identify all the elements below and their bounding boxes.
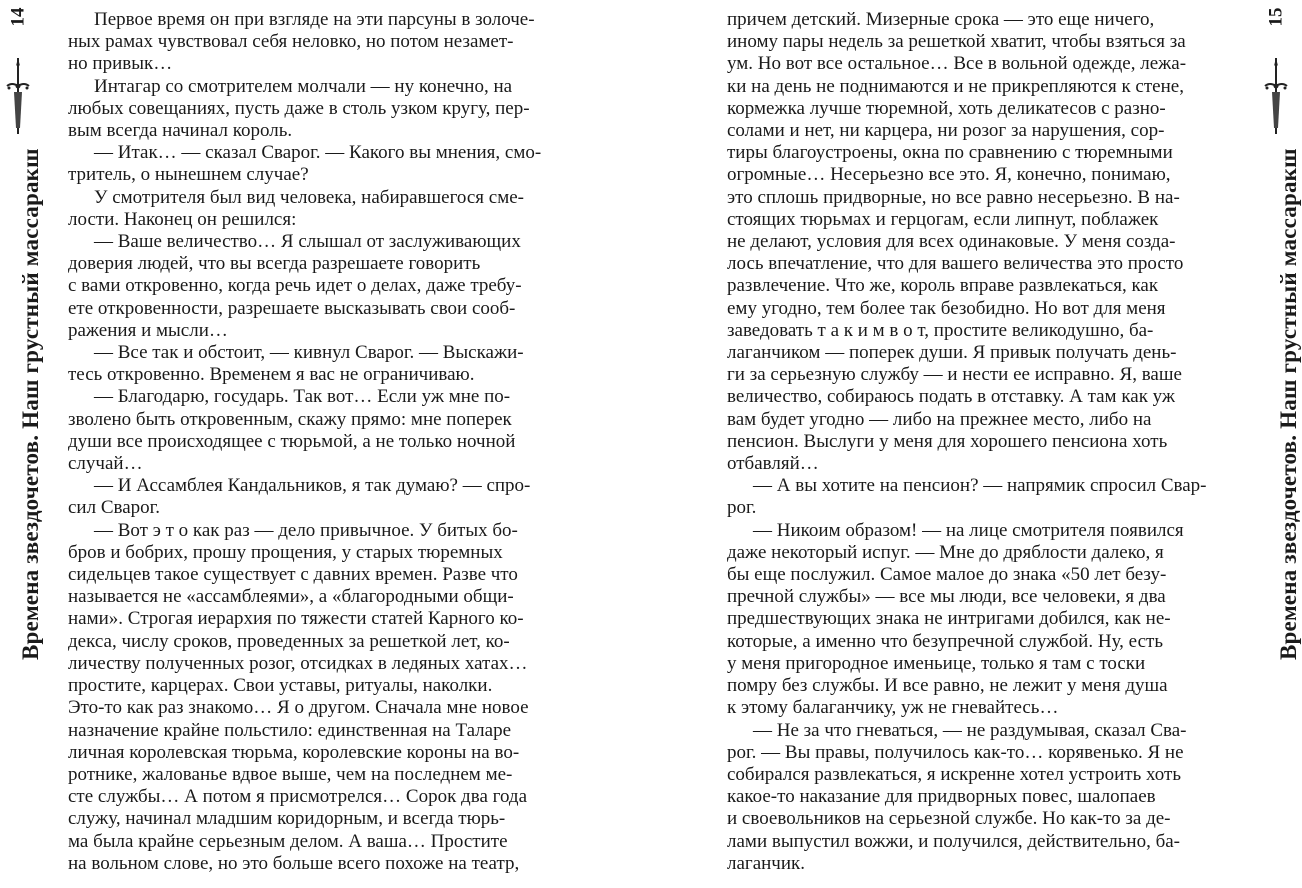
text-line: — Вот э т о как раз — дело привычное. У битых бо-: [94, 519, 518, 541]
text-line: ги за серьезную службу — и нести ее исправно. Я, ваше: [727, 364, 1182, 386]
text-line: вам будет угодно — либо на прежнее место, либо на: [727, 408, 1152, 430]
text-line: — Итак… — сказал Сварог. — Какого вы мнения, смо-: [94, 142, 542, 164]
text-line: ки на день не поднимаются и не прикрепляются к стене,: [727, 75, 1184, 97]
text-line: Это-то как раз знакомо… Я о другом. Сначала мне новое: [68, 697, 529, 719]
text-line: у меня пригородное именьице, только я там с тоски: [727, 652, 1146, 674]
text-line: иному пары недель за решеткой хватит, чтобы взяться за: [727, 31, 1186, 53]
text-line: солами и нет, ни карцера, ни розог за нарушения, сор-: [727, 120, 1165, 142]
text-line: личная королевская тюрьма, королевские короны на во-: [68, 741, 520, 763]
text-line: лами выпустил вожжи, и получился, действительно, ба-: [727, 830, 1181, 852]
text-line: пречной службы» — все мы люди, все человеки, я два: [727, 586, 1166, 608]
text-line: даже некоторый испуг. — Мне до дряблости далеко, я: [727, 541, 1164, 563]
text-line: ротнике, жалованье вдвое выше, чем на последнем ме-: [68, 763, 513, 785]
text-line: величество, собираюсь подать в отставку. А там как уж: [727, 386, 1176, 408]
text-line: огромные… Несерьезно все это. Я, конечно, понимаю,: [727, 164, 1171, 186]
text-line: кормежка лучше тюремной, хоть деликатесов с разно-: [727, 97, 1166, 119]
right-running-title: Времена звездочетов. Наш грустный массаракш: [1276, 148, 1301, 660]
text-line: какое-то наказание для придворных повес, шалопаев: [727, 786, 1156, 808]
text-line: заведовать т а к и м в о т, простите великодушно, ба-: [727, 319, 1154, 341]
right-page-number: 15: [1265, 7, 1286, 27]
text-line: — Никоим образом! — на лице смотрителя появился: [753, 519, 1184, 541]
text-line: личеству полученных розог, отсидках в ледяных хатах…: [68, 652, 528, 674]
text-line: случай…: [68, 453, 143, 475]
text-line: собирался развлекаться, я искренне хотел устроить хоть: [727, 763, 1181, 785]
text-line: рог.: [727, 497, 757, 519]
text-line: доверия людей, что вы всегда разрешаете говорить: [68, 253, 481, 275]
left-page-number: 14: [7, 7, 28, 27]
text-line: предшествующих знака не интригами добился, как не-: [727, 608, 1171, 630]
text-line: лости. Наконец он решился:: [68, 208, 297, 230]
text-line: не делают, условия для всех одинаковые. У меня созда-: [727, 231, 1176, 253]
text-line: любых совещаниях, пусть даже в столь узком кругу, пер-: [68, 97, 530, 119]
text-line: — Благодарю, государь. Так вот… Если уж мне по-: [94, 386, 511, 408]
sword-ornament-icon: [3, 56, 33, 136]
left-running-title: Времена звездочетов. Наш грустный массаракш: [18, 148, 43, 660]
text-line: — И Ассамблея Кандальников, я так думаю? — спро-: [94, 475, 531, 497]
text-line: развлечение. Что же, король вправе развлекаться, как: [727, 275, 1159, 297]
text-line: ма была крайне серьезным делом. А ваша… Простите: [68, 830, 508, 852]
text-line: рог. — Вы правы, получилось как-то… корявенько. Я не: [727, 741, 1184, 763]
text-line: декса, числу сроков, проведенных за решеткой лет, ко-: [68, 630, 510, 652]
text-line: называется не «ассамблеями», а «благородными общи-: [68, 586, 514, 608]
text-line: тесь откровенно. Временем я вас не ограничиваю.: [68, 364, 475, 386]
text-line: бы еще послужил. Самое малое до знака «50 лет безу-: [727, 564, 1167, 586]
text-line: зволено быть откровенным, скажу прямо: мне поперек: [68, 408, 512, 430]
text-line: пенсион. Выслуги у меня для хорошего пенсиона хоть: [727, 430, 1168, 452]
text-line: тиры благоустроены, окна по сравнению с тюремными: [727, 142, 1173, 164]
text-line: назначение крайне польстило: единственная на Таларе: [68, 719, 512, 741]
text-line: стоящих тюрьмах и герцогам, если липнут, поблажек: [727, 208, 1159, 230]
text-line: причем детский. Мизерные срока — это еще ничего,: [727, 9, 1155, 30]
text-line: У смотрителя был вид человека, набиравшегося сме-: [94, 186, 525, 208]
text-line: бров и бобрих, прошу прощения, у старых тюремных: [68, 541, 503, 563]
text-line: отбавляй…: [727, 453, 819, 475]
text-line: и своевольников на серьезной службе. Но как-то за де-: [727, 808, 1171, 830]
text-line: сте службы… А потом я присмотрелся… Сорок два года: [68, 786, 527, 808]
right-spine: [1258, 0, 1301, 888]
text-line: это сплошь придворные, но все равно несерьезно. В на-: [727, 186, 1180, 208]
text-line: нами». Строгая иерархия по тяжести статей Карного ко-: [68, 608, 524, 630]
text-line: вым всегда начинал король.: [68, 120, 293, 142]
text-line: но привык…: [68, 53, 173, 75]
text-line: лось впечатление, что для вашего величества это просто: [727, 253, 1184, 275]
text-line: Интагар со смотрителем молчали — ну конечно, на: [94, 75, 513, 97]
text-line: служу, начинал младшим коридорным, и всегда тюрь-: [68, 808, 506, 830]
text-line: — Все так и обстоит, — кивнул Сварог. — Выскажи-: [94, 342, 524, 364]
text-line: души все происходящее с тюрьмой, а не только ночной: [68, 430, 516, 452]
text-line: ум. Но вот все остальное… Все в вольной одежде, лежа-: [727, 53, 1187, 75]
text-line: ных рамах чувствовал себя неловко, но потом незамет-: [68, 31, 514, 53]
text-line: сидельцев такое существует с давних времен. Разве что: [68, 564, 518, 586]
left-page-text: [68, 9, 569, 875]
text-line: которые, а именно что безупречной службой. Ну, есть: [727, 630, 1163, 652]
text-line: — Ваше величество… Я слышал от заслуживающих: [94, 231, 521, 253]
text-line: с вами откровенно, когда речь идет о делах, даже требу-: [68, 275, 522, 297]
text-line: к этому балаганчику, уж не гневайтесь…: [727, 697, 1059, 719]
text-line: помру без службы. И все равно, не лежит у меня душа: [727, 675, 1168, 697]
text-line: лаганчиком — поперек души. Я привык получать день-: [727, 342, 1177, 364]
sword-ornament-icon: [1261, 56, 1291, 136]
text-line: на вольном слове, но это больше всего похоже на театр,: [68, 852, 520, 874]
text-line: ете откровенности, разрешаете высказывать свои сооб-: [68, 297, 516, 319]
right-page-text: [727, 9, 1227, 875]
text-line: простите, карцерах. Свои уставы, ритуалы, наколки.: [68, 675, 493, 697]
text-line: сил Сварог.: [68, 497, 161, 519]
text-line: — Не за что гневаться, — не раздумывая, сказал Сва-: [753, 719, 1187, 741]
text-line: тритель, о нынешнем случае?: [68, 164, 309, 186]
text-line: ражения и мысли…: [68, 319, 228, 341]
text-line: ему угодно, тем более так безобидно. Но вот для меня: [727, 297, 1166, 319]
text-line: лаганчик.: [727, 852, 806, 874]
text-line: Первое время он при взгляде на эти парсуны в золоче-: [94, 9, 535, 30]
left-spine: [0, 0, 43, 888]
text-line: — А вы хотите на пенсион? — напрямик спросил Свар-: [753, 475, 1207, 497]
